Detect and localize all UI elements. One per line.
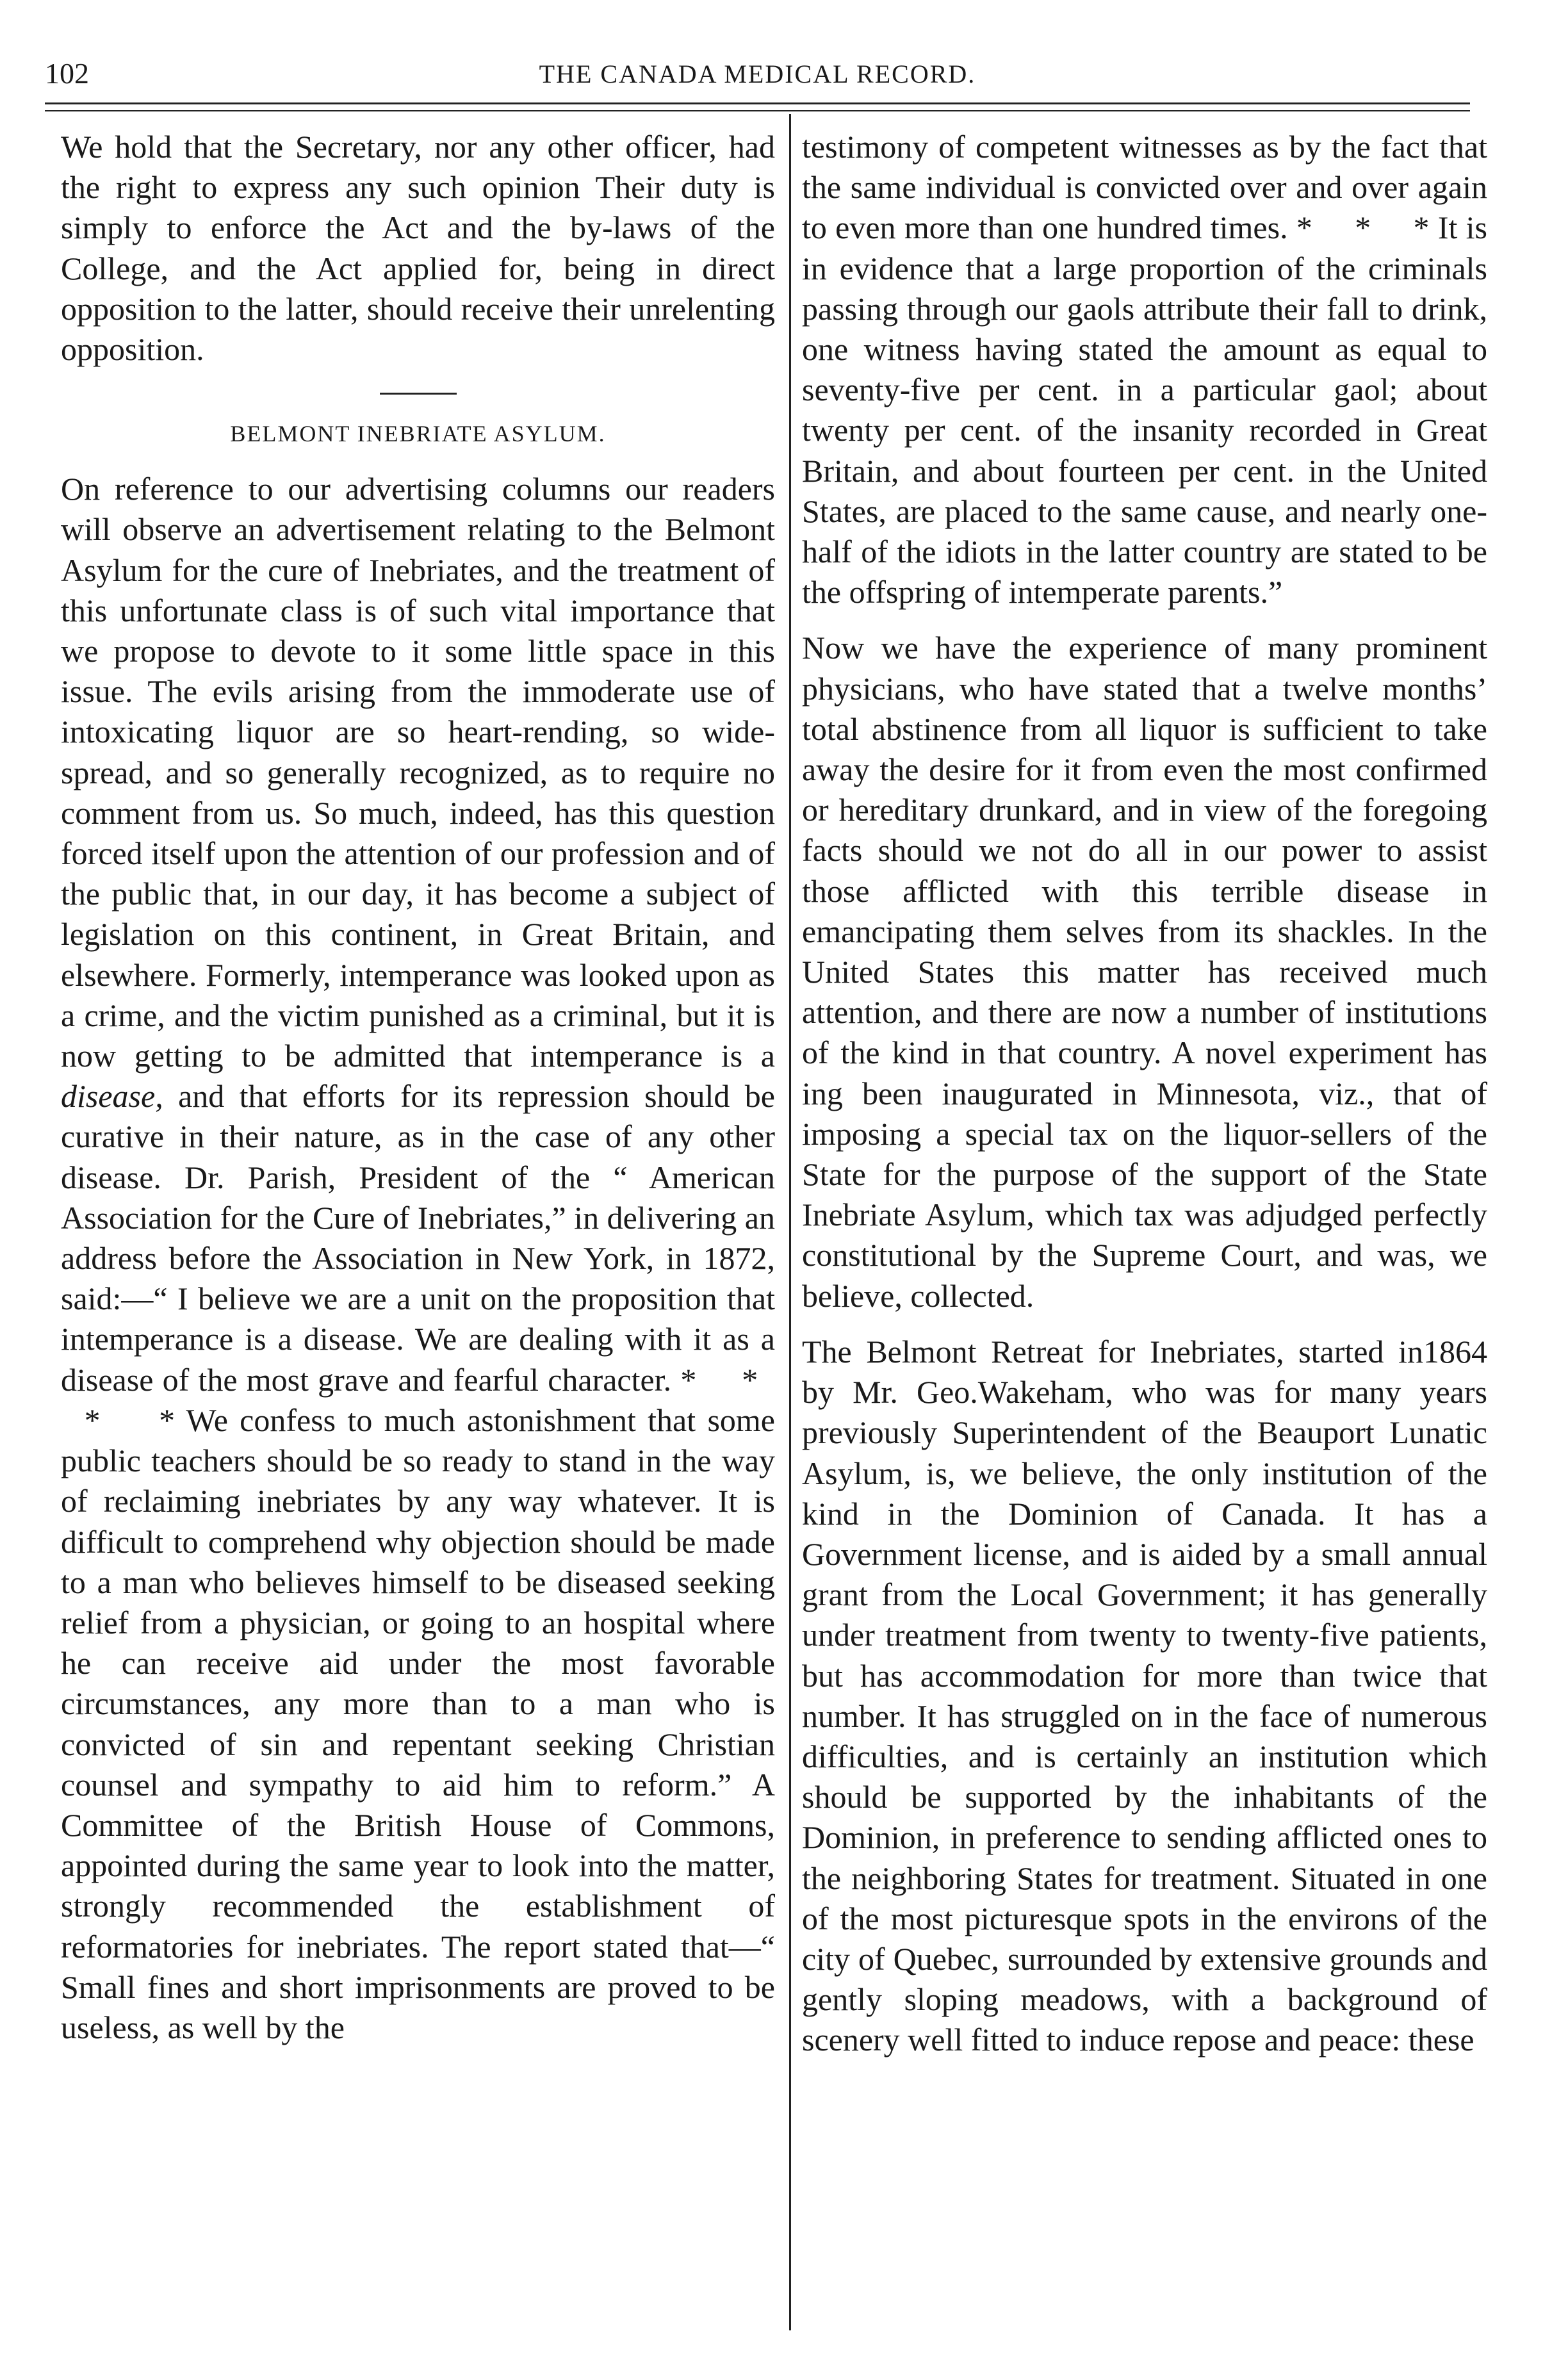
running-title: THE CANADA MEDICAL RECORD. [539, 60, 976, 88]
section-separator-rule [380, 393, 457, 395]
italic-disease: disease, [61, 1078, 163, 1115]
column-divider [789, 114, 791, 2330]
article-paragraph-2: Now we have the experience of many prominent physicians, who have stated that a twelve months’ total abstinence from all liquor is sufficient to take away the desire for it from even the most confirmed or hereditary drunkard, and in view of the foregoing facts should we not do all in our power to assist those afflicted with this terrible disease in emancipating them selves from its shackles. In the United States this matter has received much attention, and there are now a number of institutions of the kind in that country. A novel experiment has ing been inaugurated in Minnesota, viz., that of imposing a special tax on the liquor-sellers of the State for the purpose of the support of the State Inebriate Asylum, which tax was adjudged perfectly constitutional by the Supreme Court, and was, we believe, collected. [802, 630, 1487, 1314]
article-paragraph-continued-text-a: testimony of competent witnesses as by the fact that the same individual is convicted over and over again to even more than one hundred times. [802, 129, 1487, 246]
article-paragraph-3: The Belmont Retreat for Inebriates, started in1864 by Mr. Geo.Wakeham, who was for many years previously Superintendent of the Beauport Lunatic Asylum, is, we believe, the only institution of the kind in the Dominion of Canada. It has a Government license, and is aided by a small annual grant from the Local Government; it has generally under treatment from twenty to twenty-five patients, but has accommodation for more than twice that number. It has struggled on in the face of numerous difficulties, and is certainly an institution which should be supported by the inhabitants of the Dominion, in preference to sending afflicted ones to the neighboring States for treatment. Situated in one of the most picturesque spots in the environs of the city of Quebec, surrounded by extensive grounds and gently sloping meadows, with a background of scenery well fitted to induce repose and peace: these [802, 1333, 1487, 2058]
page-number: 102 [45, 57, 89, 90]
article-heading: BELMONT INEBRIATE ASYLUM. [230, 421, 606, 447]
ellipsis-stars-right: * * * [1296, 209, 1430, 246]
right-column [802, 127, 1487, 2061]
article-paragraph-continued [802, 127, 1487, 612]
article-paragraph-continued-text-b: It is in evidence that a large proportion of the criminals passing through our gaols attribute their fall to drink, one witness having stated the amount as equal to seventy-five per cent. in a particular gaol; about twenty per cent. of the insanity recorded in Great Britain, and about fourteen per cent. in the United States, are placed to the same cause, and nearly one-half of the idiots in the latter country are stated to be the offspring of intemperate parents.” [802, 209, 1487, 610]
article-paragraph-1-text-c: We confess to much astonishment that some public teachers should be so ready to stand in the way of reclaiming inebriates by any way whatever. It is difficult to comprehend why objection should be made to a man who believes himself to be diseased seeking relief from a physician, or going to an hospital where he can receive aid under the most favorable circumstances, any more than to a man who is convicted of sin and repentant seeking Christian counsel and sympathy to aid him to reform.” A Committee of the British House of Commons, appointed during the same year to look into the matter, strongly recommended the establishment of reformatories for inebriates. The report stated that—“ Small fines and short imprisonments are proved to be useless, as well by the [61, 1402, 775, 2045]
left-column [61, 127, 775, 2048]
page-header [45, 56, 1470, 101]
editorial-closing-paragraph: We hold that the Secretary, nor any other officer, had the right to express any such opinion Their duty is simply to enforce the Act and the by-laws of the College, and the Act applied for, being in direct opposition to the latter, should receive their unrelenting opposition. [61, 129, 775, 368]
header-double-rule [45, 102, 1470, 111]
article-paragraph-1-text-b: and that efforts for its repression should be curative in their nature, as in the case of any other disease. Dr. Parish, President of the “ American Association for the Cure of Inebriates,” in delivering an address before the Association in New York, in 1872, said:—“ I believe we are a unit on the proposition that intemperance is a disease. We are dealing with it as a disease of the most grave and fearful character. [61, 1078, 775, 1398]
article-paragraph-1-text-a: On reference to our advertising columns our readers will observe an advertisement relating to the Belmont Asylum for the cure of Inebriates, and the treatment of this unfortunate class is of such vital importance that we propose to devote to it some little space in this issue. The evils arising from the immoderate use of intoxicating liquor are so heart-rending, so wide-spread, and so generally recognized, as to require no comment from us. So much, indeed, has this question forced itself upon the attention of our profession and of the public that, in our day, it has become a subject of legislation on this continent, in Great Britain, and elsewhere. Formerly, intemperance was looked upon as a crime, and the victim punished as a criminal, but it is now getting to be admitted that intemperance is a [61, 471, 775, 1074]
article-paragraph-1 [61, 469, 775, 2048]
ellipsis-stars: * * * * [61, 1361, 776, 1438]
